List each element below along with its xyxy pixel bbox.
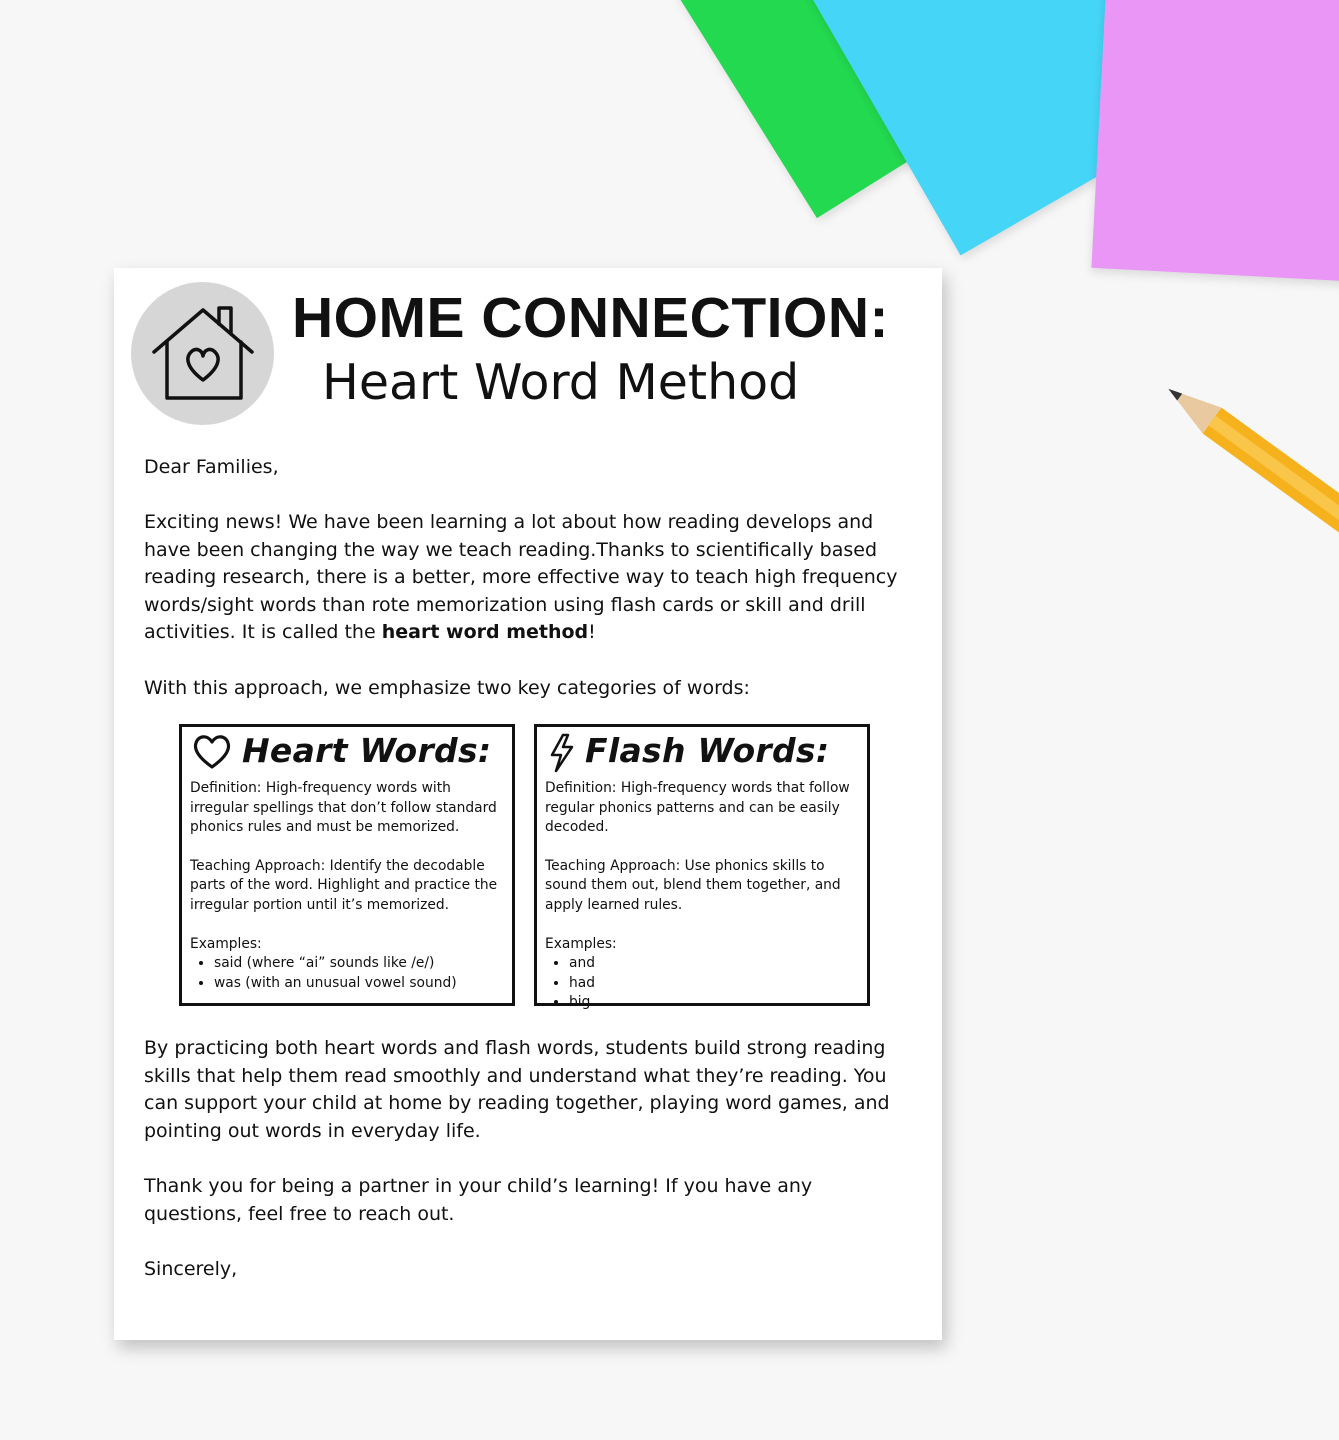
intro-end-text: ! <box>588 621 596 644</box>
heart-approach: Teaching Approach: Identify the decodable parts of the word. Highlight and practice the irregular portion until it’s memorized. <box>190 857 498 913</box>
letter-page <box>114 268 942 1340</box>
heart-outline-icon <box>192 733 232 771</box>
intro-bold-text: heart word method <box>381 621 589 644</box>
list-item: • and <box>569 954 865 974</box>
heart-definition: Definition: High-frequency words with irregular spellings that don’t follow standard phonics rules and must be memorized. <box>190 780 497 836</box>
flash-words-card <box>534 724 870 1011</box>
page-subtitle: Heart Word Method <box>322 354 800 411</box>
heart-examples-list <box>190 954 510 993</box>
list-item: • said (where “ai” sounds like /e/) <box>214 954 510 974</box>
list-item: • had <box>569 974 865 994</box>
flash-definition: Definition: High-frequency words that follow regular phonics patterns and can be easily decoded. <box>545 780 850 836</box>
closing: Sincerely, <box>144 1258 238 1280</box>
greeting: Dear Families, <box>144 456 279 478</box>
purple-sticky-note <box>1091 0 1339 282</box>
list-item: • was (with an unusual vowel sound) <box>214 974 510 994</box>
categories-intro: With this approach, we emphasize two key categories of words: <box>144 677 750 699</box>
page-title: HOME CONNECTION: <box>292 286 889 350</box>
heart-examples-label: Examples: <box>190 935 262 952</box>
flash-approach: Teaching Approach: Use phonics skills to sound them out, blend them together, and apply learned rules. <box>545 857 841 913</box>
pencil-icon <box>1160 380 1339 580</box>
heart-words-body <box>190 779 510 993</box>
list-item: • big <box>569 993 865 1013</box>
heart-words-title: Heart Words: <box>242 731 492 770</box>
lightning-bolt-icon <box>547 733 577 773</box>
thanks-paragraph: Thank you for being a partner in your child’s learning! If you have any questions, feel free to reach out. <box>144 1175 813 1225</box>
intro-paragraph <box>144 509 904 647</box>
flash-words-title: Flash Words: <box>585 731 830 770</box>
logo-badge <box>131 282 274 425</box>
practice-paragraph: By practicing both heart words and flash words, students build strong reading skills that help them read smoothly and understand what they’re reading. You can support your child at home by reading together, playing word games, and pointing out words in everyday life. <box>144 1037 890 1142</box>
heart-words-card <box>179 724 515 1006</box>
intro-text: Exciting news! We have been learning a lot about how reading develops and have been changing the way we teach reading.Thanks to scientifically based reading research, there is a better, more effective way to teach high frequency words/sight words than rote memorization using flash cards or skill and drill activities. It is called the <box>144 511 898 644</box>
flash-words-body <box>545 779 865 1013</box>
house-heart-icon <box>149 300 256 407</box>
flash-examples-list <box>545 954 865 1013</box>
flash-examples-label: Examples: <box>545 935 617 952</box>
